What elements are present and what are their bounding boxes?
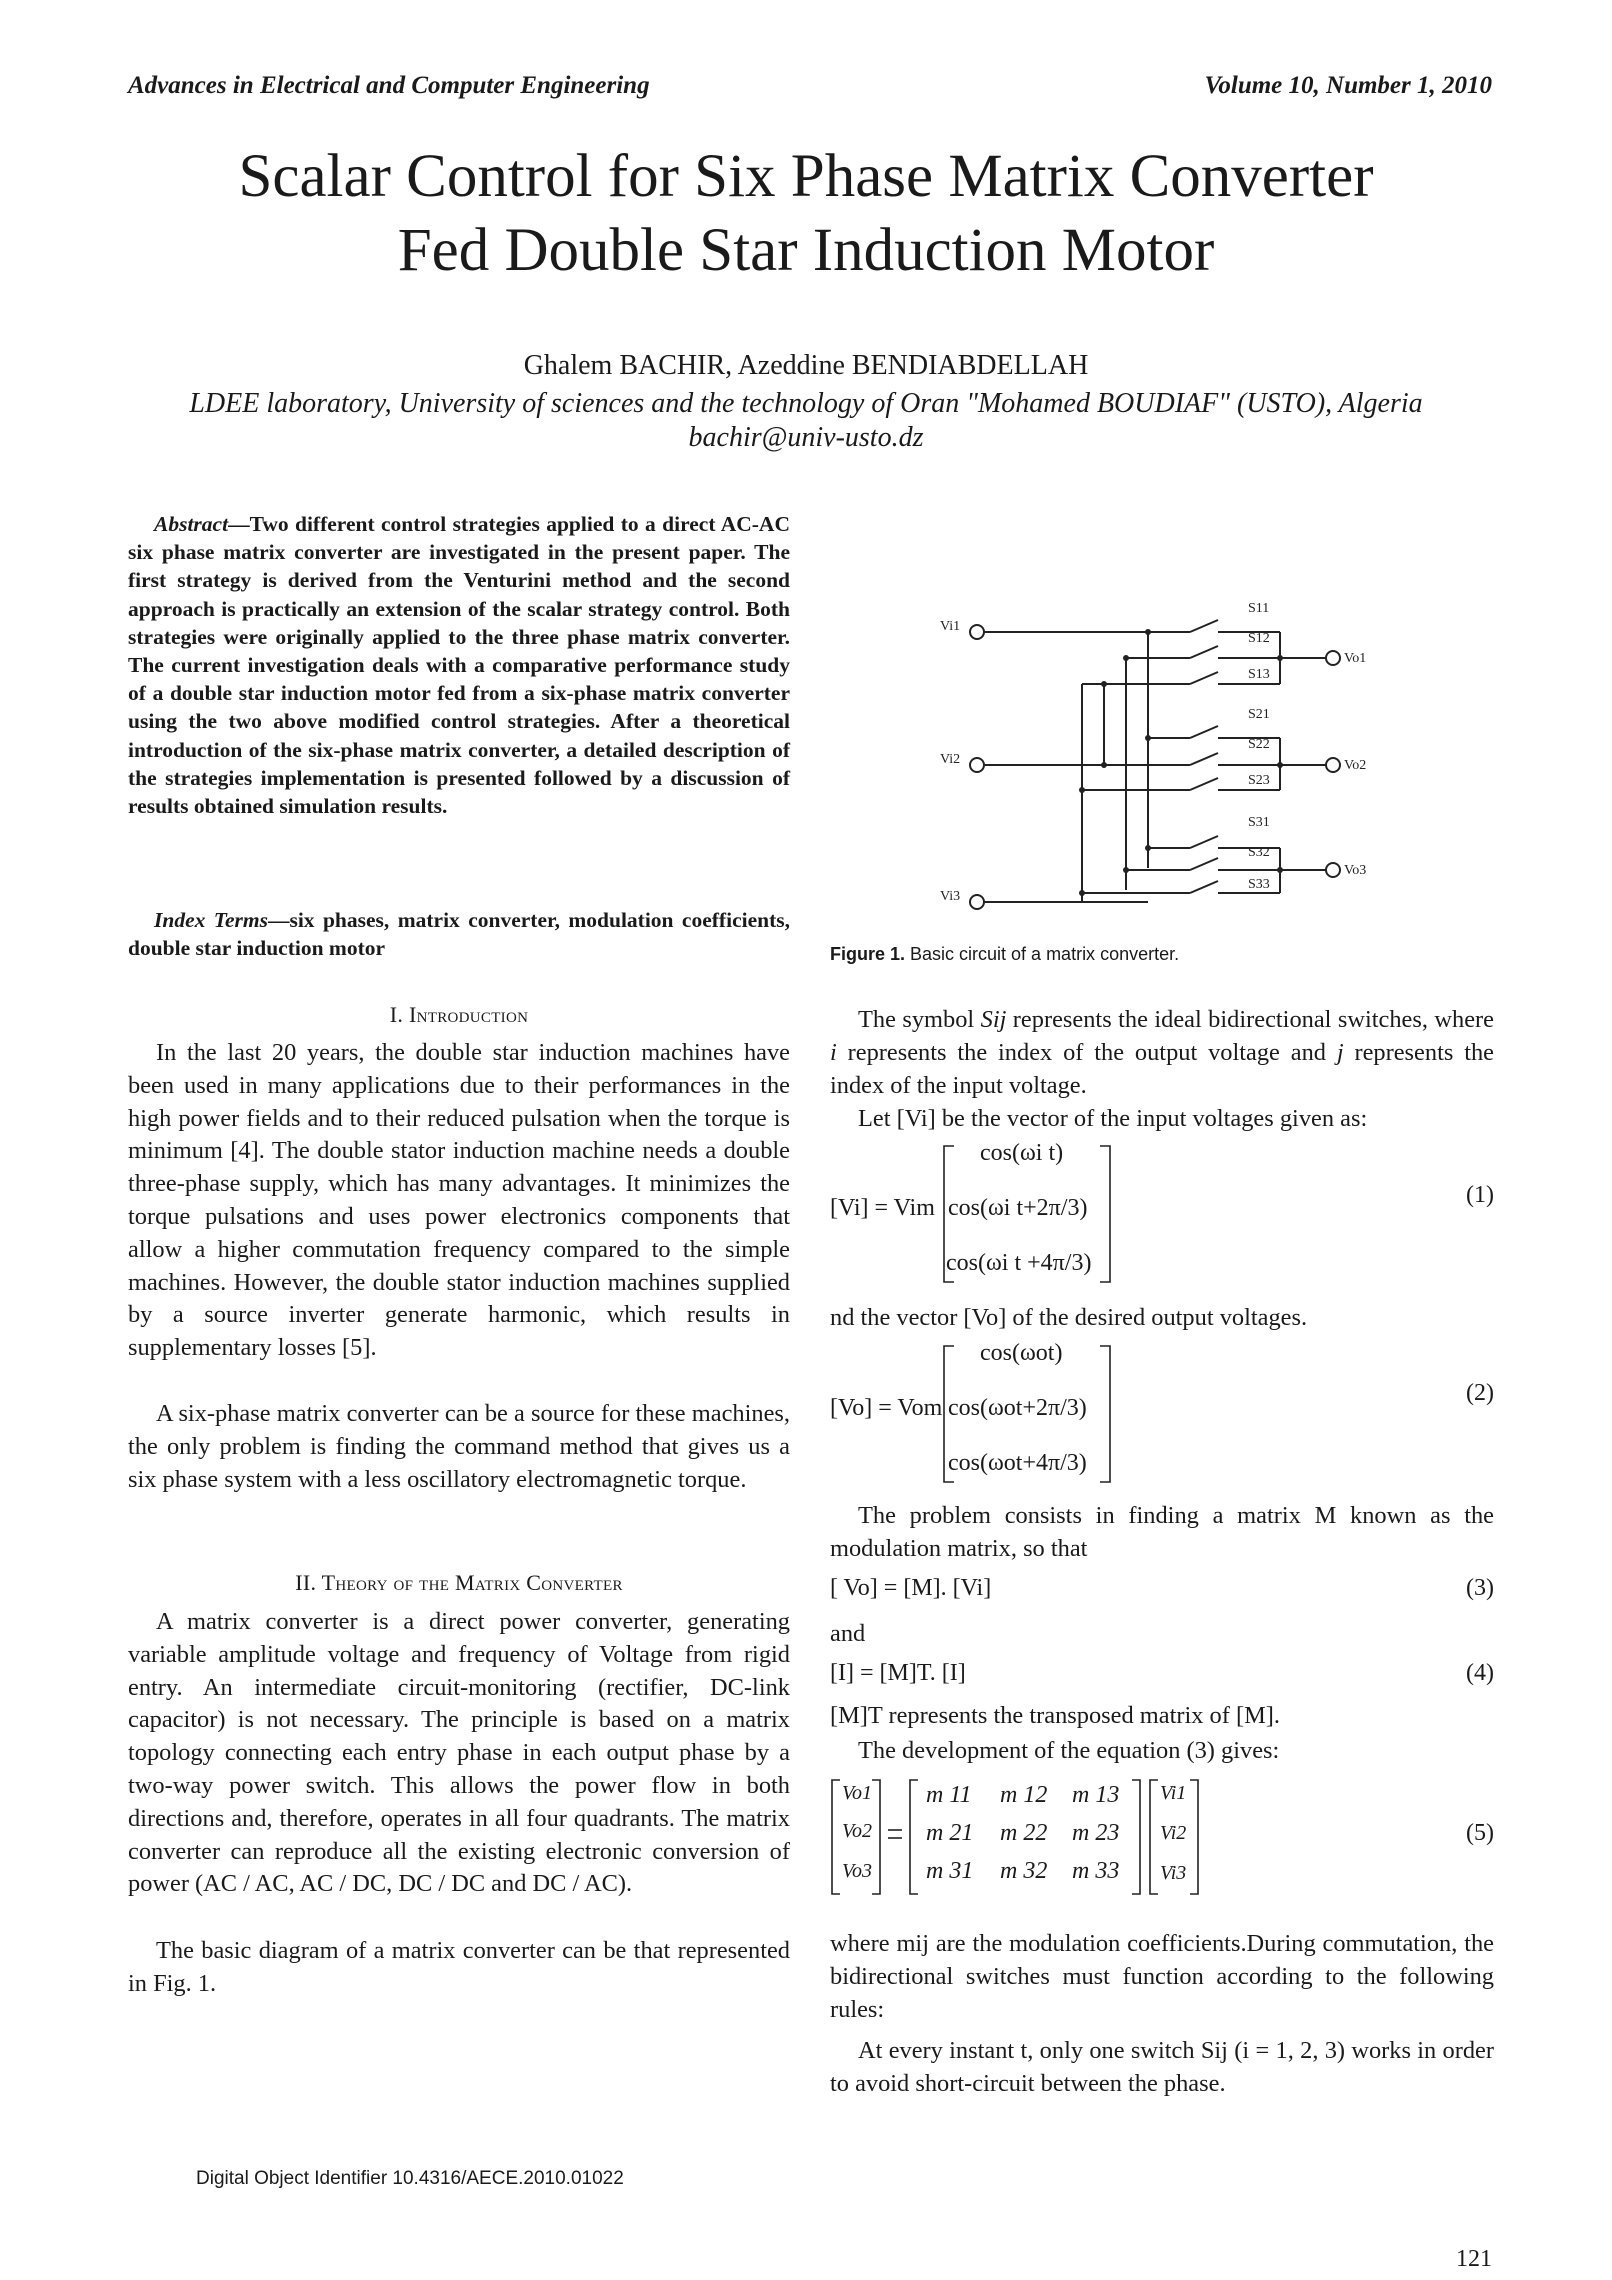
switch-label-s11: S11: [1248, 601, 1270, 616]
section-heading-introduction: I. Introduction: [389, 1002, 529, 1027]
eq5-m32: m 32: [1000, 1858, 1048, 1884]
eq3-number: (3): [1466, 1575, 1494, 1601]
eq5-vo-3: Vo3: [842, 1860, 872, 1882]
eq5-m33: m 33: [1072, 1858, 1120, 1884]
input-vector-intro: Let [Vi] be the vector of the input voltages given as:: [858, 1105, 1368, 1132]
switch-label-s13: S13: [1248, 667, 1270, 682]
eq4-body: [I] = [M]T. [I]: [830, 1660, 966, 1686]
eq5-m12: m 12: [1000, 1782, 1048, 1808]
text-run: represents the ideal bidirectional switches, where: [1006, 1006, 1494, 1033]
authors: Ghalem BACHIR, Azeddine BENDIABDELLAH: [523, 350, 1089, 381]
figure-1-caption-text: Basic circuit of a matrix converter.: [905, 944, 1180, 964]
eq1-row-1: cos(ωi t): [980, 1140, 1064, 1166]
figure-1-caption-label: Figure 1.: [830, 944, 906, 964]
intro-paragraph-2: A six-phase matrix converter can be a source for these machines, the only problem is finding the command method that gives us a six phase system with a less oscillatory electromagnetic torque.: [128, 1400, 790, 1493]
figure-1-caption: [830, 944, 1494, 965]
symbol-sij: Sij: [980, 1006, 1007, 1033]
intro-paragraph-1: In the last 20 years, the double star induction machines have been used in many applications due to their performances in the high power fields and to their reduced pulsation when the torque is minimum [4]. The double stator induction machine needs a double three-phase supply, which has many advantages. It minimizes the torque pulsations and uses power electronics components that allow a higher commutation frequency compared to the simple machines. However, the double stator induction machines supplied by a source inverter generate harmonic, which results in supplementary losses [5].: [128, 1039, 790, 1362]
text-run: represents the index of the output voltage and: [836, 1038, 1337, 1066]
symbol-i: i: [830, 1038, 837, 1066]
eq5-m11: m 11: [926, 1782, 972, 1808]
input-label-1: Vi1: [940, 619, 961, 634]
eq5-vo-1: Vo1: [842, 1782, 872, 1804]
equation-2: [830, 1340, 1494, 1490]
symbol-j: j: [1336, 1038, 1344, 1066]
eq5-vi-1: Vi1: [1160, 1782, 1187, 1804]
symbol-paragraph: [830, 1004, 1494, 1102]
eq2-number: (2): [1466, 1380, 1494, 1406]
switch-label-s23: S23: [1248, 773, 1270, 788]
switch-label-s33: S33: [1248, 877, 1270, 892]
input-label-3: Vi3: [940, 889, 961, 904]
eq1-number: (1): [1466, 1182, 1494, 1208]
equation-development-intro: The development of the equation (3) gives:: [858, 1737, 1280, 1764]
eq2-row-3: cos(ωot+4π/3): [948, 1450, 1087, 1476]
index-terms-lead: Index Terms: [154, 908, 268, 932]
eq5-m13: m 13: [1072, 1782, 1120, 1808]
equation-5: [830, 1778, 1494, 1898]
journal-name: Advances in Electrical and Computer Engineering: [128, 72, 650, 99]
switch-label-s32: S32: [1248, 845, 1270, 860]
output-label-1: Vo1: [1344, 651, 1367, 666]
abstract-lead: Abstract: [154, 512, 229, 536]
output-vector-intro: nd the vector [Vo] of the desired output voltages.: [830, 1304, 1308, 1331]
and-word: and: [830, 1620, 866, 1647]
eq5-vo-2: Vo2: [842, 1820, 872, 1842]
eq5-m31: m 31: [926, 1858, 974, 1884]
eq1-row-3: cos(ωi t +4π/3): [946, 1250, 1092, 1276]
eq1-lhs: [Vi] = Vim: [830, 1195, 935, 1221]
text-run: The symbol: [858, 1006, 981, 1033]
text-run: represents the index of the input voltage.: [830, 1038, 1494, 1099]
paper-title: [0, 140, 1612, 288]
theory-paragraph-1: A matrix converter is a direct power converter, generating variable amplitude voltage and frequency of Voltage from rigid entry. An intermediate circuit-monitoring (rectifier, DC-link capacitor) is not necessary. The principle is based on a matrix topology connecting each entry phase in each output phase by a two-way power switch. This allows the power flow in both directions and, therefore, operates in all four quadrants. The matrix converter can reproduce all the existing electronic conversion of power (AC / AC, AC / DC, DC / DC and DC / AC).: [128, 1608, 790, 1898]
title-line-2: Fed Double Star Induction Motor: [397, 217, 1215, 284]
title-line-1: Scalar Control for Six Phase Matrix Converter: [238, 143, 1374, 210]
eq5-m22: m 22: [1000, 1820, 1048, 1846]
output-label-3: Vo3: [1344, 863, 1367, 878]
section-heading-theory: II. Theory of the Matrix Converter: [295, 1570, 623, 1595]
input-label-2: Vi2: [940, 752, 961, 767]
abstract: [128, 510, 790, 820]
theory-paragraph-2: The basic diagram of a matrix converter can be that represented in Fig. 1.: [128, 1937, 790, 1997]
switch-label-s22: S22: [1248, 737, 1270, 752]
switch-rule-paragraph: At every instant t, only one switch Sij (i = 1, 2, 3) works in order to avoid short-circuit between the phase.: [830, 2037, 1494, 2097]
matrix-converter-circuit-diagram: [930, 590, 1430, 930]
eq5-vi-3: Vi3: [1160, 1862, 1187, 1884]
affiliation: LDEE laboratory, University of sciences and the technology of Oran "Mohamed BOUDIAF" (USTO), Algeria: [189, 388, 1423, 419]
index-terms-text: —six phases, matrix converter, modulation coefficients, double star induction motor: [128, 908, 790, 961]
index-terms: [128, 906, 790, 962]
equation-4: [830, 1660, 1494, 1694]
coefficients-paragraph: where mij are the modulation coefficients.During commutation, the bidirectional switches must function according to the following rules:: [830, 1930, 1494, 2023]
eq5-number: (5): [1466, 1820, 1494, 1846]
eq4-number: (4): [1466, 1660, 1494, 1686]
eq2-lhs: [Vo] = Vom: [830, 1395, 943, 1421]
equation-1: [830, 1140, 1494, 1290]
eq2-row-2: cos(ωot+2π/3): [948, 1395, 1087, 1421]
eq5-vi-2: Vi2: [1160, 1822, 1187, 1844]
email: bachir@univ-usto.dz: [688, 422, 924, 453]
eq1-row-2: cos(ωi t+2π/3): [948, 1195, 1088, 1221]
output-label-2: Vo2: [1344, 758, 1367, 773]
switch-label-s31: S31: [1248, 815, 1270, 830]
switch-label-s21: S21: [1248, 707, 1270, 722]
page-number: 121: [1456, 2246, 1492, 2272]
volume-info: Volume 10, Number 1, 2010: [1204, 72, 1492, 99]
eq2-row-1: cos(ωot): [980, 1340, 1063, 1366]
eq3-body: [ Vo] = [M]. [Vi]: [830, 1575, 992, 1601]
eq5-m23: m 23: [1072, 1820, 1120, 1846]
transpose-note: [M]T represents the transposed matrix of [M].: [830, 1702, 1280, 1729]
equation-3: [830, 1575, 1494, 1609]
doi: Digital Object Identifier 10.4316/AECE.2010.01022: [196, 2168, 624, 2189]
eq5-m21: m 21: [926, 1820, 974, 1846]
switch-label-s12: S12: [1248, 631, 1270, 646]
modulation-matrix-paragraph: The problem consists in finding a matrix M known as the modulation matrix, so that: [830, 1502, 1494, 1562]
abstract-text: —Two different control strategies applied to a direct AC-AC six phase matrix converter are investigated in the present paper. The first strategy is derived from the Venturini method and the second approach is practically an extension of the scalar strategy control. Both strategies were originally applied to the three phase matrix converter. The current investigation deals with a comparative performance study of a double star induction motor fed from a six-phase matrix converter using the two above modified control strategies. After a theoretical introduction of the six-phase matrix converter, a detailed description of the strategies implementation is presented followed by a discussion of results obtained simulation results.: [128, 512, 790, 819]
